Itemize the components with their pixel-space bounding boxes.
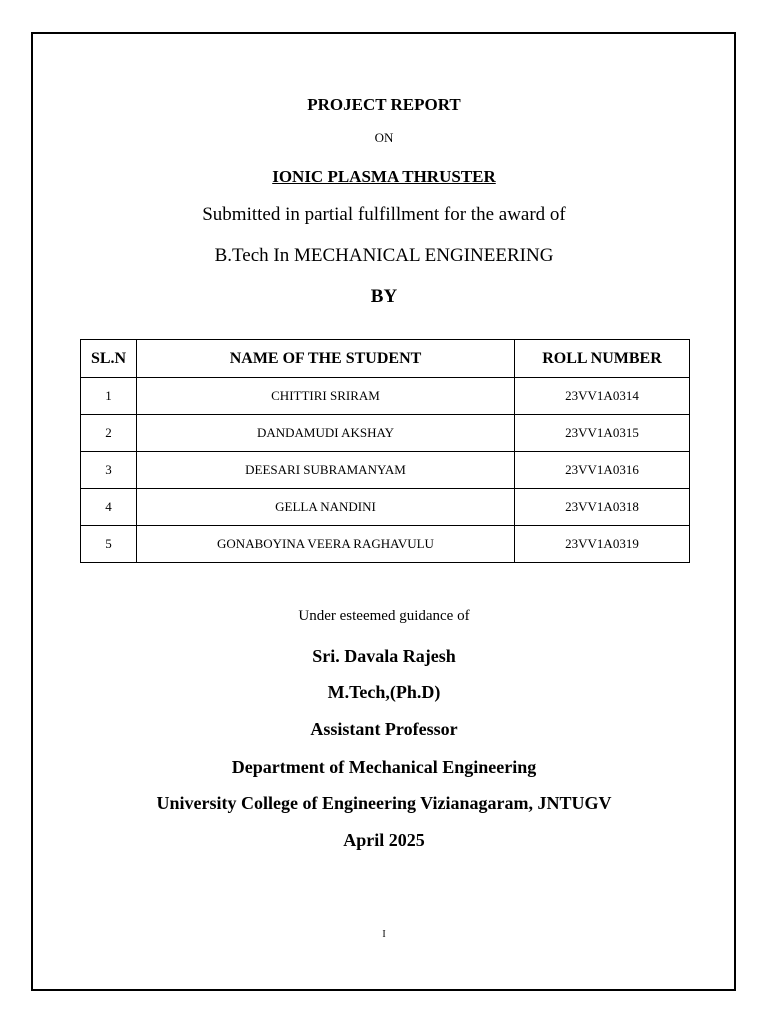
students-table (80, 339, 690, 563)
roll-number-cell: 23VV1A0316 (515, 452, 690, 489)
guide-name: Sri. Davala Rajesh (312, 646, 456, 666)
department-name: Department of Mechanical Engineering (231, 757, 537, 777)
roll-number-cell: 23VV1A0315 (515, 415, 690, 452)
serial-number-cell: 3 (81, 452, 137, 489)
table-row (81, 415, 690, 452)
header-serial-number: SL.N (81, 340, 137, 378)
serial-number-cell: 5 (81, 526, 137, 563)
serial-number-cell: 4 (81, 489, 137, 526)
student-name-cell: GELLA NANDINI (137, 489, 515, 526)
report-date: April 2025 (343, 830, 425, 850)
student-name-cell: GONABOYINA VEERA RAGHAVULU (137, 526, 515, 563)
header-student-name: NAME OF THE STUDENT (137, 340, 515, 378)
student-name-cell: DEESARI SUBRAMANYAM (137, 452, 515, 489)
serial-number-cell: 2 (81, 415, 137, 452)
table-row (81, 489, 690, 526)
student-name-cell: DANDAMUDI AKSHAY (137, 415, 515, 452)
project-name: IONIC PLASMA THRUSTER (272, 167, 496, 186)
by-label: BY (370, 286, 398, 307)
on-label: ON (374, 130, 394, 145)
serial-number-cell: 1 (81, 378, 137, 415)
guide-designation: Assistant Professor (310, 719, 458, 739)
table-row (81, 378, 690, 415)
guide-qualification: M.Tech,(Ph.D) (327, 682, 441, 702)
table-row (81, 452, 690, 489)
report-title: PROJECT REPORT (307, 95, 461, 114)
guidance-intro: Under esteemed guidance of (298, 608, 470, 624)
college-name: University College of Engineering Vizianagaram, JNTUGV (156, 793, 612, 813)
page-number: I (382, 929, 386, 940)
roll-number-cell: 23VV1A0318 (515, 489, 690, 526)
roll-number-cell: 23VV1A0319 (515, 526, 690, 563)
submission-statement: Submitted in partial fulfillment for the award of (202, 204, 566, 225)
student-name-cell: CHITTIRI SRIRAM (137, 378, 515, 415)
header-roll-number: ROLL NUMBER (515, 340, 690, 378)
table-row (81, 526, 690, 563)
degree-name: B.Tech In MECHANICAL ENGINEERING (214, 245, 554, 266)
roll-number-cell: 23VV1A0314 (515, 378, 690, 415)
table-header-row (81, 340, 690, 378)
